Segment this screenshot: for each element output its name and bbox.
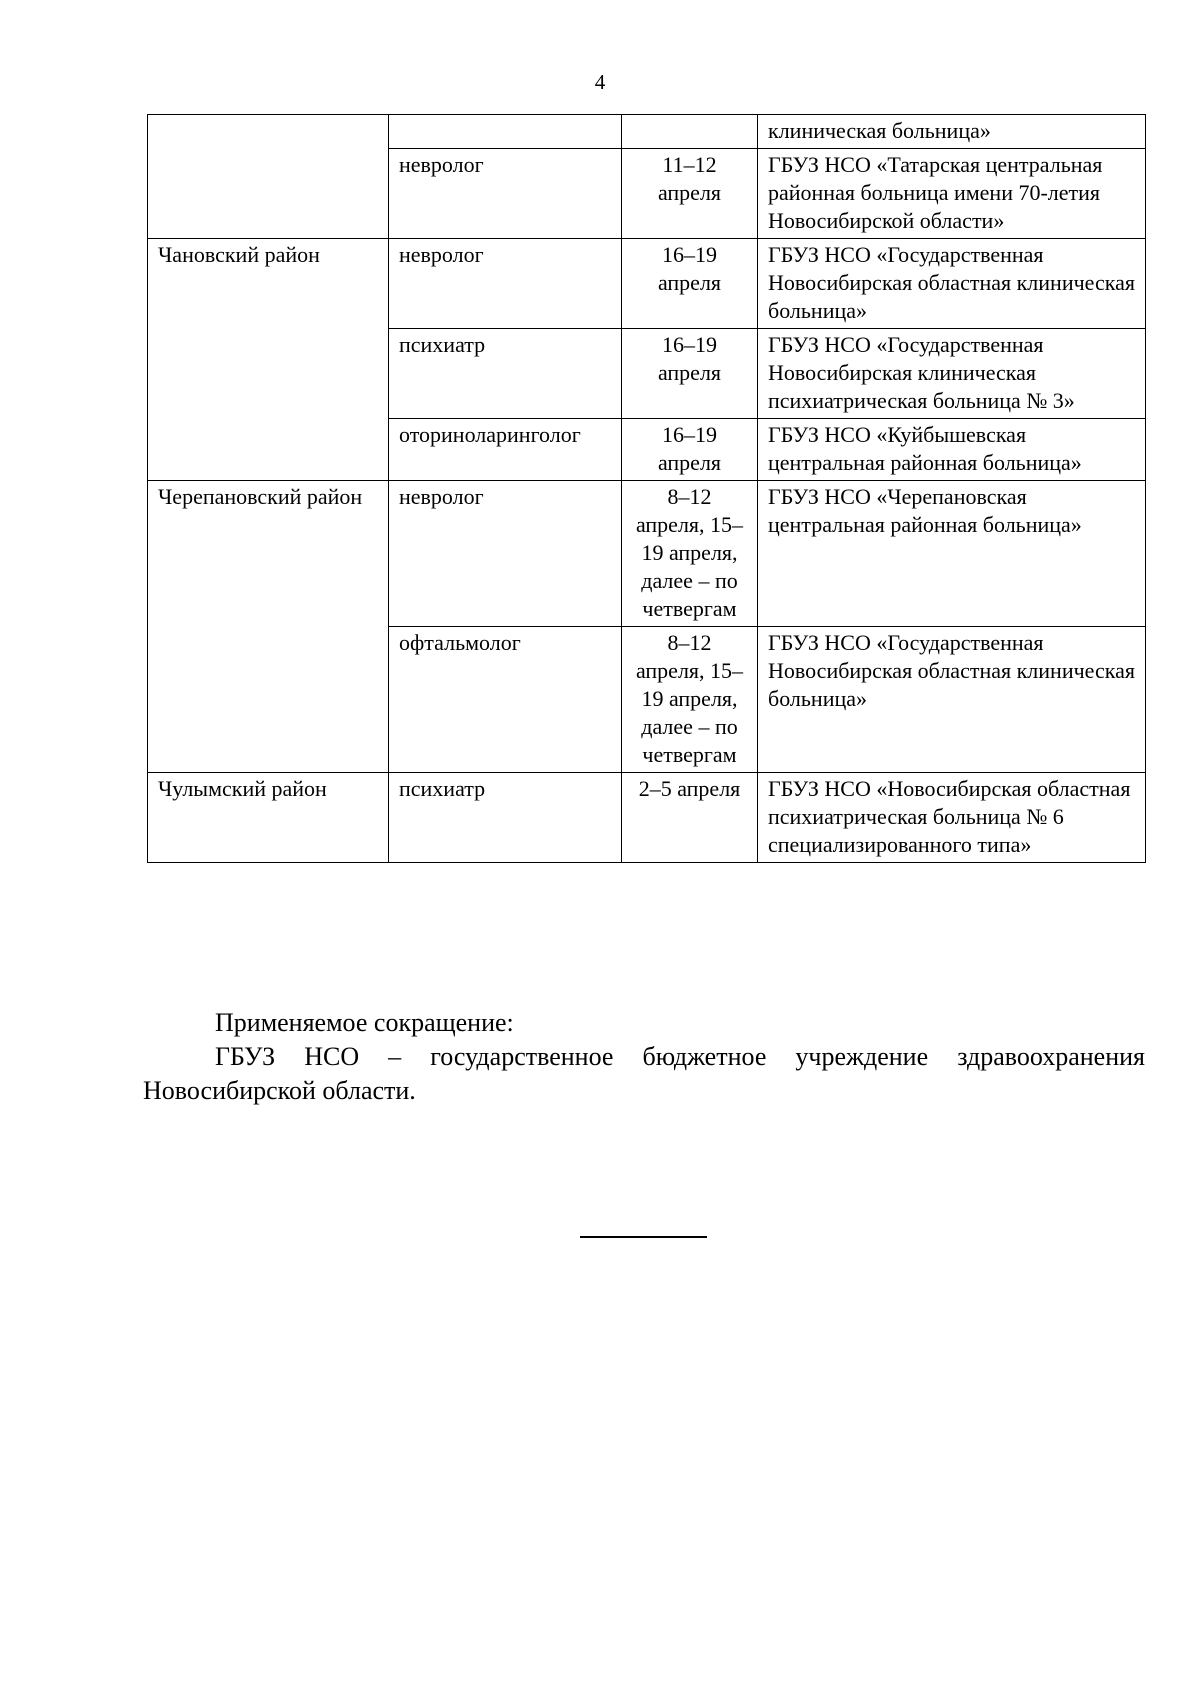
dates-cell: 16–19 апреля	[622, 419, 758, 481]
institution-cell: ГБУЗ НСО «Государственная Новосибирская клиническая психиатрическая больница № 3»	[758, 329, 1146, 419]
dates-cell: 2–5 апреля	[622, 773, 758, 863]
doctor-cell: невролог	[389, 239, 622, 329]
table-row	[148, 773, 1146, 863]
dates-cell: 8–12 апреля, 15–19 апреля, далее – по четвергам	[622, 627, 758, 773]
institution-cell: клиническая больница»	[758, 115, 1146, 149]
institution-cell: ГБУЗ НСО «Государственная Новосибирская областная клиническая больница»	[758, 627, 1146, 773]
doctor-cell: оториноларинголог	[389, 419, 622, 481]
abbreviation-note	[143, 1006, 1145, 1108]
schedule-table	[147, 114, 1146, 863]
dates-cell	[622, 115, 758, 149]
abbreviation-text: ГБУЗ НСО – государственное бюджетное учреждение здравоохранения Новосибирской области.	[143, 1042, 1145, 1105]
doctor-cell: офтальмолог	[389, 627, 622, 773]
institution-cell: ГБУЗ НСО «Государственная Новосибирская областная клиническая больница»	[758, 239, 1146, 329]
dates-cell: 16–19 апреля	[622, 239, 758, 329]
doctor-cell: психиатр	[389, 773, 622, 863]
dates-cell: 16–19 апреля	[622, 329, 758, 419]
table-row	[148, 481, 1146, 627]
doctor-cell: невролог	[389, 481, 622, 627]
district-cell	[148, 115, 389, 239]
institution-cell: ГБУЗ НСО «Татарская центральная районная больница имени 70-летия Новосибирской области»	[758, 149, 1146, 239]
table-row	[148, 239, 1146, 329]
doctor-cell: психиатр	[389, 329, 622, 419]
page-number: 4	[594, 70, 606, 94]
district-cell: Чановский район	[148, 239, 389, 481]
district-cell: Черепановский район	[148, 481, 389, 773]
district-cell: Чулымский район	[148, 773, 389, 863]
institution-cell: ГБУЗ НСО «Куйбышевская центральная районная больница»	[758, 419, 1146, 481]
end-divider	[580, 1236, 707, 1238]
institution-cell: ГБУЗ НСО «Черепановская центральная районная больница»	[758, 481, 1146, 627]
dates-cell: 8–12 апреля, 15–19 апреля, далее – по четвергам	[622, 481, 758, 627]
abbreviation-heading: Применяемое сокращение:	[215, 1008, 514, 1037]
doctor-cell: невролог	[389, 149, 622, 239]
doctor-cell	[389, 115, 622, 149]
institution-cell: ГБУЗ НСО «Новосибирская областная психиатрическая больница № 6 специализированного типа»	[758, 773, 1146, 863]
dates-cell: 11–12 апреля	[622, 149, 758, 239]
table-row	[148, 115, 1146, 149]
